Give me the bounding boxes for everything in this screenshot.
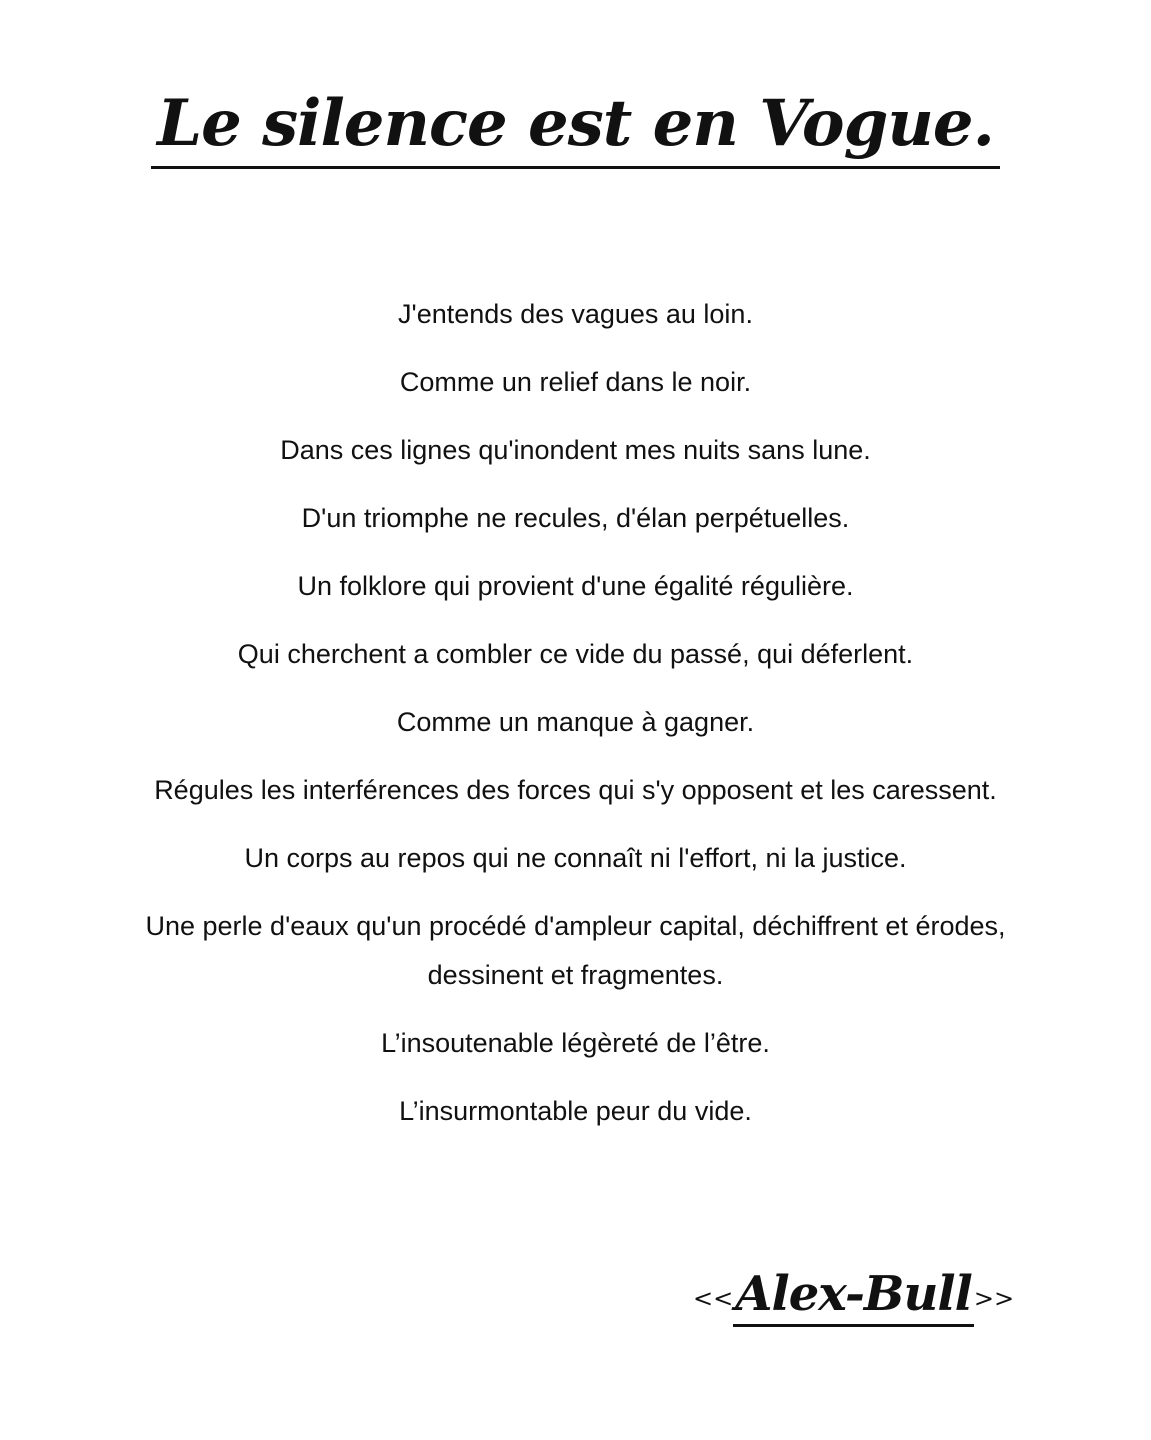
signature-close-bracket: >> xyxy=(973,1284,1015,1313)
poem-verse: D'un triomphe ne recules, d'élan perpétuelles. xyxy=(301,503,850,533)
signature-name: Alex-Bull xyxy=(733,1270,974,1327)
poem-verse: Une perle d'eaux qu'un procédé d'ampleur capital, déchiffrent et érodes, dessinent et fragmentes. xyxy=(145,911,1006,990)
poem-title: Le silence est en Vogue. xyxy=(151,92,1000,169)
poem-verse: Un corps au repos qui ne connaît ni l'effort, ni la justice. xyxy=(244,843,907,873)
signature-open-bracket: << xyxy=(693,1284,734,1313)
poem-verse: L’insoutenable légèreté de l’être. xyxy=(381,1028,770,1058)
poem-verse: J'entends des vagues au loin. xyxy=(398,299,753,329)
poem-body xyxy=(130,290,1021,1155)
poem-verse: Dans ces lignes qu'inondent mes nuits sans lune. xyxy=(280,435,871,465)
poem-verse: Comme un manque à gagner. xyxy=(396,707,755,737)
poem-verse: Comme un relief dans le noir. xyxy=(399,367,752,397)
poem-verse: Qui cherchent a combler ce vide du passé, qui déferlent. xyxy=(237,639,914,669)
poem-verse: Un folklore qui provient d'une égalité régulière. xyxy=(297,571,854,601)
poem-verse: Régules les interférences des forces qui s'y opposent et les caressent. xyxy=(154,775,997,805)
signature xyxy=(693,1266,1033,1327)
poem-verse: L’insurmontable peur du vide. xyxy=(399,1096,752,1126)
title-container xyxy=(0,86,1151,169)
